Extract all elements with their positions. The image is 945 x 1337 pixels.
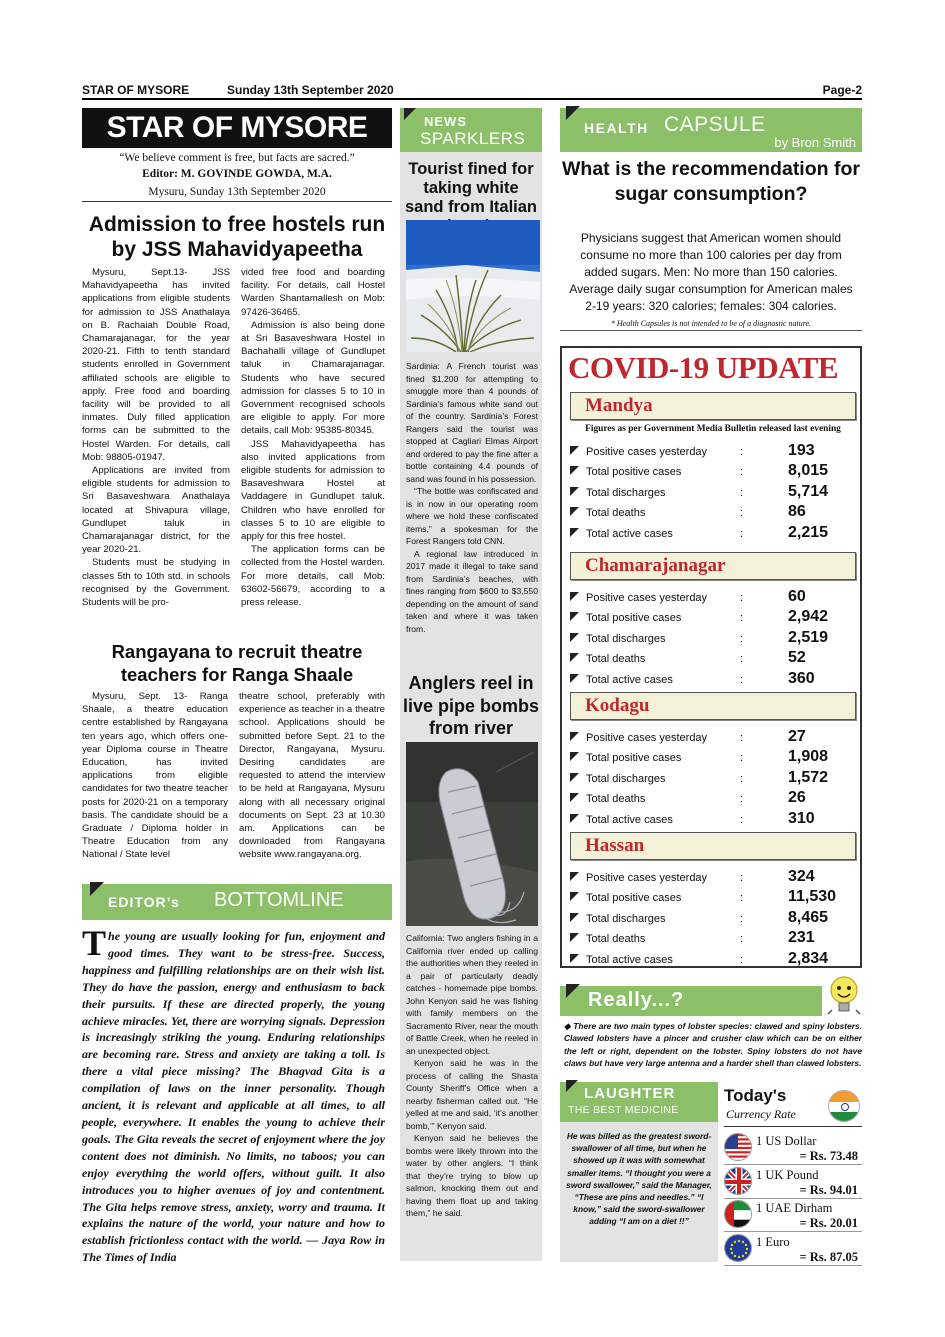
covid-stat-label: Total positive cases <box>586 612 682 625</box>
covid-stat-row <box>570 909 856 929</box>
covid-stat-colon: : <box>740 933 744 946</box>
triangle-bullet-icon <box>570 913 579 922</box>
header-page-number: Page-2 <box>822 83 862 97</box>
triangle-bullet-icon <box>570 487 579 496</box>
currency-rate: = Rs. 20.01 <box>799 1216 858 1230</box>
news-story2-paragraph: Kenyon said he was in the process of calling the Shasta County Sheriff’s Office when a nearby fisherman called out. “He yelled at me and said, ‘it’s another bomb,’” Kenyon said. <box>406 1058 538 1131</box>
currency-name: 1 US Dollar <box>756 1134 817 1148</box>
covid-stat-value: 2,519 <box>788 628 829 646</box>
triangle-bullet-icon <box>570 872 579 881</box>
covid-stat-colon: : <box>740 772 744 785</box>
covid-district-name: Mandya <box>585 395 653 416</box>
covid-stat-colon: : <box>740 813 744 826</box>
news-story2-headline: Anglers reel in live pipe bombs from river <box>402 673 540 738</box>
currency-row <box>724 1234 862 1264</box>
covid-stat-row <box>570 728 856 748</box>
covid-stat-row <box>570 868 856 888</box>
covid-district-header <box>570 392 856 420</box>
covid-stat-row <box>570 483 856 503</box>
pipe-bomb-photo <box>406 742 538 926</box>
covid-stat-colon: : <box>740 953 744 966</box>
triangle-bullet-icon <box>570 528 579 537</box>
covid-stat-row <box>570 649 856 669</box>
news-story2-paragraph: Kenyon said he believes the bombs were likely thrown into the water by other anglers. “I think that they’re trying to blow up salmon, knocking them out and having them float up and taking them,” he said. <box>406 1133 538 1218</box>
article1-paragraph: Mysuru, Sept.13- JSS Mahavidyapeetha has invited applications from eligible students for admission to JSS Anathalaya on B. Rachaiah Double Road, Chamarajanagar, for the year 2020-21. Fifth to tenth standard students enrolled in Government affiliated schools are eligible to apply. Free food and boarding facility will be provided to all inmates. Duly filled application forms can be submitted to the Hostel Warden. For details, call Mob: 98805-01947. <box>82 267 230 463</box>
covid-stat-row <box>570 789 856 809</box>
us-flag-icon <box>724 1133 752 1161</box>
banner-corner-icon <box>566 984 580 998</box>
article1-paragraph: Applications are invited from eligible students for admission to Sri Basaveshwara Anathalaya located at Shivapura village, Gundlupet taluk in Chamarajanagar district, for the year 2020-21. <box>82 465 230 556</box>
article1-paragraph: Students must be studying in classes 5th to 10th std. in schools recognised by the Government. Students will be pro- <box>82 557 230 609</box>
currency-title: Today's <box>724 1086 787 1105</box>
covid-update-box <box>560 346 862 968</box>
health-text: Physicians suggest that American women should consume no more than 100 calories per day from added sugars. Men: No more than 150 calories. Average daily sugar consumption for American males 2-19 years: 320 calories; females: 304 calories. <box>569 231 853 313</box>
news-story1-headline: Tourist fined for taking white sand from Italian <box>404 160 538 216</box>
covid-stat-value: 5,714 <box>788 482 829 500</box>
triangle-bullet-icon <box>570 507 579 516</box>
covid-stat-colon: : <box>740 486 744 499</box>
article1-paragraph: JSS Mahavidyapeetha has also invited applications from eligible students for admission to Basaveshwara Hostel at Vaddagere in Gundlupet taluk. Children who have enrolled for classes 5 to 10 are eligible to apply for this free hostel. <box>241 438 385 543</box>
triangle-bullet-icon <box>570 466 579 475</box>
covid-stat-colon: : <box>740 872 744 884</box>
covid-district-header <box>570 692 856 720</box>
health-disclaimer: * Health Capsules is not intended to be of a diagnostic nature. <box>560 319 862 331</box>
covid-stat-value: 193 <box>788 442 815 459</box>
covid-stat-label: Positive cases yesterday <box>586 872 708 884</box>
health-banner-label-b: CAPSULE <box>664 113 766 136</box>
editors-dropcap: T <box>82 923 107 963</box>
beach-image-icon <box>406 220 540 352</box>
banner-corner-icon <box>566 1080 578 1092</box>
news-story2-body <box>406 932 538 1220</box>
covid-stat-row <box>570 462 856 482</box>
covid-stat-colon: : <box>740 673 744 686</box>
covid-stat-label: Total deaths <box>586 793 646 806</box>
covid-district-header <box>570 832 856 860</box>
header-date: Sunday 13th September 2020 <box>227 83 394 97</box>
covid-stat-value: 27 <box>788 728 806 745</box>
covid-stat-row <box>570 888 856 908</box>
triangle-bullet-icon <box>570 732 579 741</box>
triangle-bullet-icon <box>570 674 579 683</box>
news-story1-body <box>406 360 538 635</box>
india-flag-icon <box>828 1090 860 1122</box>
covid-stat-value: 86 <box>788 503 806 521</box>
page-header <box>82 80 862 100</box>
article1-column-2 <box>241 266 385 609</box>
covid-stat-row <box>570 442 856 462</box>
covid-stat-value: 2,834 <box>788 949 829 967</box>
covid-stat-colon: : <box>740 527 744 540</box>
covid-stat-colon: : <box>740 612 744 625</box>
covid-stat-label: Total active cases <box>586 527 673 540</box>
covid-stat-colon: : <box>740 752 744 765</box>
covid-stat-row <box>570 929 856 949</box>
covid-stat-value: 11,530 <box>788 888 837 906</box>
header-paper-name: STAR OF MYSORE <box>82 83 190 97</box>
currency-row <box>724 1200 862 1230</box>
covid-stat-label: Total deaths <box>586 933 646 946</box>
editors-bottomline-banner <box>82 884 392 920</box>
news-story1-paragraph: “The bottle was confiscated and is in now in our operating room where we hold these confiscated items,” a spokesman for the Forest Rangers told CNN. <box>406 486 538 546</box>
covid-stat-value: 1,572 <box>788 768 829 786</box>
covid-stat-row <box>570 769 856 789</box>
article2-column-2 <box>239 690 385 862</box>
triangle-bullet-icon <box>570 592 579 601</box>
covid-stat-colon: : <box>740 632 744 645</box>
covid-stat-row <box>570 524 856 544</box>
covid-stat-value: 8,465 <box>788 908 829 926</box>
laughter-subtitle: THE BEST MEDICINE <box>568 1104 679 1116</box>
covid-stat-row <box>570 670 856 690</box>
currency-divider <box>724 1198 862 1199</box>
covid-district-header <box>570 552 856 580</box>
editors-text <box>82 923 385 1266</box>
editors-body: he young are usually looking for fun, enjoyment and good times. They want to be stress-free. Success, happiness and fulfilling relationships are on their wish list. They do have the passion, energy and enthusiasm to back their pursuits. If these are directed properly, the young achieve miracles. Yet, there are worrying signals. Depression is increasingly striking the young. Enduring relationships are becoming rare. Stress and anxiety are taking a toll. Is there a vital piece missing? The Bhagvad Gita is a compilation of laws on the inner personality. Though ancient, it is relevant and applicable at all times, to all people, everywhere. It enables the young to achieve their goals. The Gita reveals the secret of enjoyment where the joy content does not diminish. No limits, no taboos; you can enjoy everything the world offers, without guilt. It also introduces you to higher avenues of joy and contentment. The Gita helps remove stress, anxiety, worry and trauma. It explains the nature of the world, your nature and how to establish frictionless contact with the world. — Jaya Row in The Times of India <box>82 929 385 1265</box>
triangle-bullet-icon <box>570 954 579 963</box>
article2-paragraph: Mysuru, Sept. 13- Ranga Shaale, a theatre education centre established by Rangayana ten years ago, which offers one-year Diploma course in Theatre Education, has invited applications from eligible candidates for two theatre teacher posts for 2020-21 on a temporary basis. The candidate should be a Graduate / Diploma holder in Theatre Education from any National / State level <box>82 691 228 861</box>
covid-stat-colon: : <box>740 892 744 905</box>
covid-stat-colon: : <box>740 592 744 604</box>
covid-stat-label: Total active cases <box>586 953 673 966</box>
covid-stat-label: Total active cases <box>586 673 673 686</box>
covid-stat-label: Total positive cases <box>586 752 682 765</box>
covid-stat-label: Positive cases yesterday <box>586 732 708 744</box>
health-banner-label-a: HEALTH <box>584 120 649 136</box>
bullet-icon: ◆ <box>564 1021 574 1031</box>
article1-paragraph: vided free food and boarding facility. For details, call Hostel Warden Shantamallesh on Mob: 97426-36465. <box>241 267 385 318</box>
covid-stat-colon: : <box>740 912 744 925</box>
covid-stat-label: Total deaths <box>586 507 646 520</box>
currency-rate: = Rs. 87.05 <box>799 1249 858 1264</box>
currency-rate: = Rs. 94.01 <box>799 1182 858 1197</box>
currency-rate: = Rs. 73.48 <box>799 1149 858 1163</box>
article1-headline: Admission to free hostels run by JSS Mahavidyapeetha <box>88 213 386 261</box>
covid-stat-row <box>570 588 856 608</box>
news-story2-paragraph: California: Two anglers fishing in a California river ended up calling the authorities when they reeled in a pair of particularly deadly catches - homemade pipe bombs. John Kenyon said he was fishing with family members on the Sacramento River, near the mouth of Battle Creek, when he reeled in an unexpected object. <box>406 933 538 1056</box>
uae-flag-icon <box>724 1200 752 1228</box>
triangle-bullet-icon <box>570 892 579 901</box>
masthead-editor: Editor: M. GOVINDE GOWDA, M.A. <box>142 168 332 180</box>
triangle-bullet-icon <box>570 633 579 642</box>
triangle-bullet-icon <box>570 653 579 662</box>
covid-stat-value: 324 <box>788 868 815 885</box>
editors-banner-label-a: EDITOR’s <box>108 894 180 910</box>
covid-stat-label: Positive cases yesterday <box>586 592 708 604</box>
masthead-motto: “We believe comment is free, but facts are sacred.” <box>119 152 355 164</box>
covid-stat-label: Total positive cases <box>586 466 682 479</box>
currency-subtitle: Currency Rate <box>726 1107 796 1121</box>
triangle-bullet-icon <box>570 933 579 942</box>
masthead-logo: STAR OF MYSORE <box>82 108 392 148</box>
article1-column-1 <box>82 266 230 609</box>
covid-stat-row <box>570 748 856 768</box>
really-body: There are two main types of lobster species: clawed and spiny lobsters. Clawed lobsters have a pincer and crusher claw which can be on either the left or right, dependent on the lobster. Spiny lobsters do not have claws but have very large antenna and a harder shell than clawed lobsters. <box>564 1021 862 1069</box>
covid-stat-value: 26 <box>788 789 806 807</box>
covid-district-name: Kodagu <box>585 695 650 716</box>
covid-stat-colon: : <box>740 653 744 666</box>
covid-stat-value: 2,942 <box>788 608 829 626</box>
currency-divider <box>724 1164 862 1165</box>
article2-column-1 <box>82 690 228 862</box>
currency-divider <box>724 1231 862 1232</box>
covid-stat-value: 2,215 <box>788 523 829 541</box>
covid-district-name: Chamarajanagar <box>585 555 726 576</box>
health-capsule-banner <box>560 108 862 152</box>
editors-banner-label-b: BOTTOMLINE <box>214 889 344 911</box>
covid-subtitle: Figures as per Government Media Bulletin released last evening <box>585 424 841 434</box>
triangle-bullet-icon <box>570 814 579 823</box>
covid-stat-colon: : <box>740 466 744 479</box>
covid-stat-colon: : <box>740 446 744 458</box>
covid-stat-colon: : <box>740 507 744 520</box>
currency-divider <box>724 1265 862 1266</box>
covid-stat-colon: : <box>740 793 744 806</box>
masthead-dateline: Mysuru, Sunday 13th September 2020 <box>82 186 392 202</box>
really-banner <box>560 986 822 1016</box>
covid-district-name: Hassan <box>585 835 645 856</box>
currency-name: 1 Euro <box>756 1234 790 1249</box>
covid-stat-value: 360 <box>788 669 815 687</box>
news-sparklers-banner <box>400 108 542 152</box>
news-banner-label-a: NEWS <box>424 114 467 129</box>
currency-name: 1 UK Pound <box>756 1167 819 1182</box>
covid-stat-label: Total positive cases <box>586 892 682 905</box>
covid-stat-colon: : <box>740 732 744 744</box>
covid-stat-label: Positive cases yesterday <box>586 446 708 458</box>
covid-stat-label: Total discharges <box>586 486 666 499</box>
article1-paragraph: Admission is also being done at Sri Basaveshwara Hostel in Bachahalli village of Gundlupet taluk in Chamarajanagar. Students who have secured admission for classes 5 to 10 in Government recognised schools are eligible to apply. For more details, call Mob: 95385-80345. <box>241 319 385 437</box>
covid-title: COVID-19 UPDATE <box>568 350 839 385</box>
currency-name: 1 UAE Dirham <box>756 1201 833 1215</box>
laughter-banner <box>560 1082 718 1122</box>
covid-stat-value: 310 <box>788 809 815 827</box>
banner-corner-icon <box>566 106 580 120</box>
banner-corner-icon <box>404 108 416 120</box>
banner-corner-icon <box>90 882 104 896</box>
triangle-bullet-icon <box>570 752 579 761</box>
laughter-title: LAUGHTER <box>584 1085 676 1102</box>
eu-flag-icon <box>724 1234 752 1262</box>
triangle-bullet-icon <box>570 612 579 621</box>
covid-stat-label: Total discharges <box>586 772 666 785</box>
covid-stat-value: 60 <box>788 588 806 605</box>
article2-headline: Rangayana to recruit theatre teachers for Ranga Shaale <box>111 641 363 685</box>
triangle-bullet-icon <box>570 773 579 782</box>
uk-flag-icon <box>724 1167 752 1195</box>
covid-stat-value: 231 <box>788 929 815 947</box>
beach-photo <box>406 220 540 352</box>
pipe-bomb-image-icon <box>406 742 538 926</box>
triangle-bullet-icon <box>570 446 579 455</box>
covid-stat-row <box>570 950 856 970</box>
covid-stat-row <box>570 608 856 628</box>
really-title: Really...? <box>588 989 685 1011</box>
currency-row <box>724 1167 862 1197</box>
currency-divider <box>724 1126 862 1127</box>
news-banner-label-b: SPARKLERS <box>420 129 526 148</box>
covid-stat-value: 1,908 <box>788 748 829 766</box>
news-story1-paragraph: Sardinia: A French tourist was fined $1,200 for attempting to smuggle more than 4 pounds of Sardinia’s famous white sand out of the country. Sardinia’s Forest Rangers said the tourist was stopped at Cagliari Elmas Airport and ordered to pay the fine after a bottle containing 4.4 pounds of sand was found in his possession. <box>406 361 538 484</box>
health-headline: What is the recommendation for sugar consumption? <box>562 158 860 205</box>
health-byline: by Bron Smith <box>774 135 856 150</box>
covid-stat-row <box>570 810 856 830</box>
covid-stat-label: Total discharges <box>586 632 666 645</box>
covid-stat-value: 52 <box>788 649 806 667</box>
covid-stat-value: 8,015 <box>788 462 829 480</box>
covid-stat-label: Total discharges <box>586 912 666 925</box>
covid-stat-label: Total active cases <box>586 813 673 826</box>
currency-row <box>724 1133 862 1163</box>
triangle-bullet-icon <box>570 793 579 802</box>
covid-stat-row <box>570 503 856 523</box>
laughter-joke: He was billed as the greatest sword-swallower of all time, but when he showed up it was with somewhat smaller items. “I thought you were a sword swallower,” said the Manager, “These are pins and needles.” “I know,” said the sword-swallower adding “I am on a diet !!” <box>566 1131 712 1227</box>
covid-stat-label: Total deaths <box>586 653 646 666</box>
covid-stat-row <box>570 629 856 649</box>
news-story1-paragraph: A regional law introduced in 2017 made it illegal to take sand from Sardinia’s beaches, with fines ranging from $600 to $3,550 depending on the amount of sand taken and where it was taken from. <box>406 548 538 634</box>
article2-paragraph: theatre school, preferably with experience as teacher in a theatre school. Applications should be submitted before Sept. 21 to the Director, Rangayana, Mysuru. Desiring candidates are requested to attend the interview to be held at Rangayana, Mysuru along with all necessary original documents on Sept. 23 at 10.30 am. Applications can be downloaded from Rangayana website www.rangayana.org. <box>239 691 385 861</box>
article1-paragraph: The application forms can be collected from the Hostel warden. For more details, call Mob: 63602-56679, according to a press release. <box>241 544 385 609</box>
lightbulb-icon <box>826 974 862 1018</box>
really-text <box>564 1020 862 1070</box>
